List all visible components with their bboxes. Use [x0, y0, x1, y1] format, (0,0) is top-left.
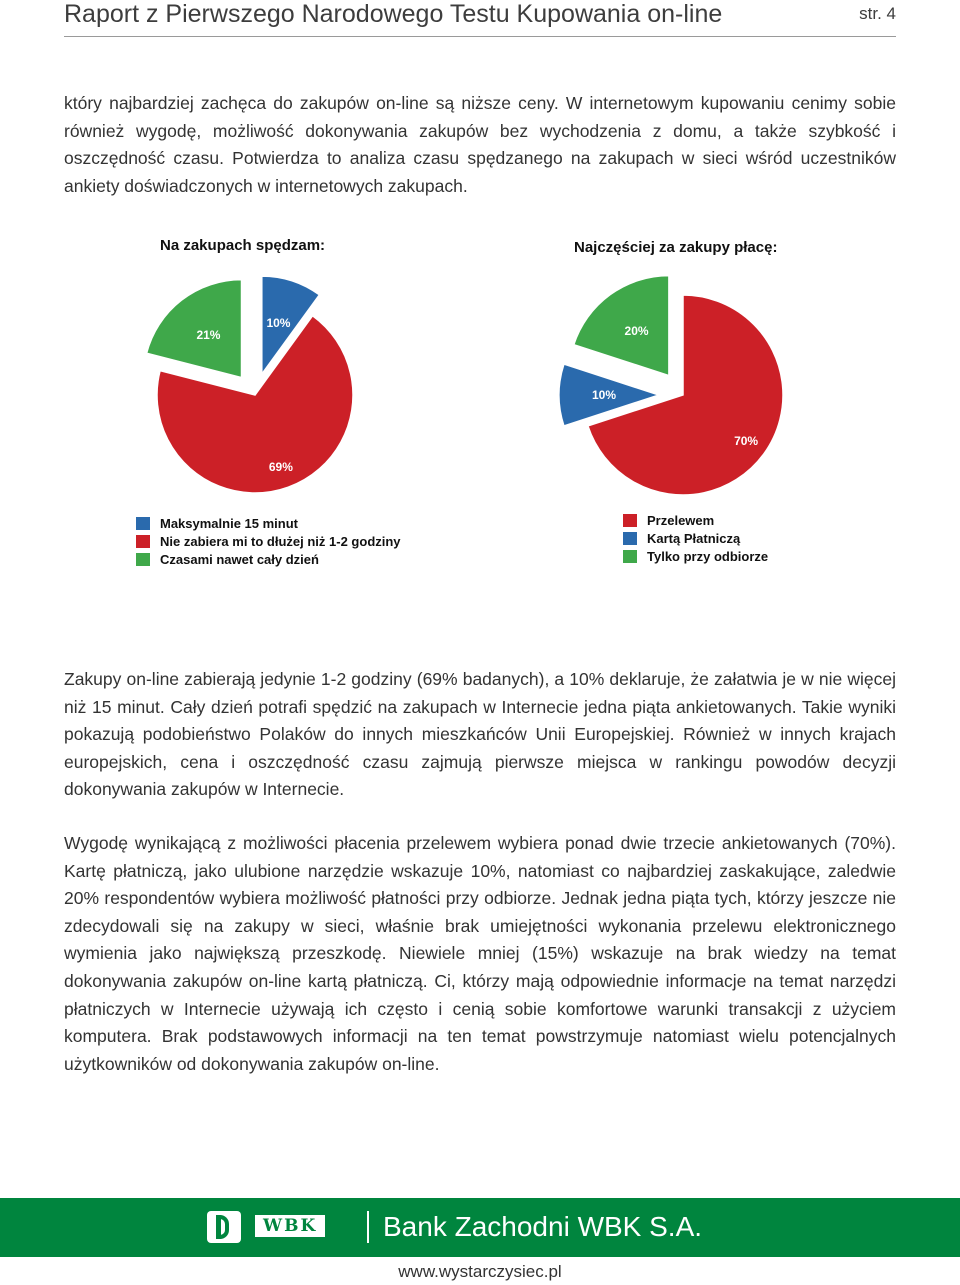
legend-swatch [136, 553, 150, 566]
chart-title-time-spent: Na zakupach spędzam: [160, 237, 326, 254]
chart-time-spent [136, 237, 401, 567]
legend-swatch [623, 532, 637, 545]
bank-logo-icon [207, 1211, 241, 1243]
pie-time-spent [147, 276, 353, 493]
slice-value-label: 10% [266, 315, 291, 330]
document-title: Raport z Pierwszego Narodowego Testu Kupowania on-line [64, 0, 723, 28]
legend-swatch [623, 514, 637, 527]
pie-slice-tylko-przy-odbiorze [574, 276, 669, 376]
chart-title-payment-method: Najczęściej za zakupy płacę: [574, 239, 778, 256]
bank-name: Bank Zachodni WBK S.A. [383, 1211, 703, 1242]
legend-payment-method [623, 513, 768, 564]
legend-label: Maksymalnie 15 minut [160, 516, 298, 531]
legend-swatch [136, 517, 150, 530]
legend-time-spent [136, 516, 401, 567]
legend-label: Nie zabiera mi to dłużej niż 1-2 godziny [160, 534, 401, 549]
footer-bar [0, 1198, 960, 1257]
pie-payment-method [559, 276, 783, 495]
payment-analysis-paragraph: Wygodę wynikającą z możliwości płacenia przelewem wybiera ponad dwie trzecie ankietowanych (70%). Kartę płatniczą, jako ulubione narzędzie wskazuje 10%, natomiast co najbardziej zaskakujące, zaledwie 20% respondentów wybiera możliwość płatności przy odbiorze. Jednak jedna piąta tych, którzy jeszcze nie zdecydowali się na zakupy w sieci, właśnie brak umiejętności wykonania przelewu elektronicznego wymienia jako największą przeszkodę. Niewiele mniej (15%) wskazuje na brak wiedzy na temat dokonywania zakupów on-line kartą płatniczą. Ci, którzy mają odpowiednie informacje na temat narzędzi płatniczych w Internecie używają ich często i cenią sobie komfortowe warunki transakcji z użyciem komputera. Brak podstawowych informacji na ten temat powstrzymuje natomiast wielu potencjalnych użytkowników od dokonywania zakupów on-line. [64, 833, 896, 1074]
slice-value-label: 10% [591, 388, 617, 402]
pie-charts-figure [0, 220, 960, 590]
legend-label: Przelewem [647, 513, 715, 528]
slice-value-label: 69% [268, 459, 293, 474]
page-header [64, 0, 896, 37]
website-link[interactable]: www.wystarczysiec.pl [398, 1262, 562, 1281]
footer-divider [367, 1211, 369, 1243]
legend-label: Kartą Płatniczą [647, 531, 741, 546]
legend-swatch [136, 535, 150, 548]
intro-paragraph: który najbardziej zachęca do zakupów on-line są niższe ceny. W internetowym kupowaniu cenimy sobie również wygodę, możliwość dokonywania zakupów bez wychodzenia z domu, a także szybkość i oszczędność czasu. Potwierdza to analiza czasu spędzanego na zakupach w sieci wśród uczestników ankiety doświadczonych w internetowych zakupach. [64, 93, 896, 196]
wbk-wordmark: WBK [255, 1215, 325, 1237]
page-number: str. 4 [859, 4, 896, 23]
legend-label: Tylko przy odbiorze [647, 549, 769, 564]
slice-value-label: 21% [196, 328, 221, 343]
legend-swatch [623, 550, 637, 563]
time-analysis-paragraph: Zakupy on-line zabierają jedynie 1-2 godziny (69% badanych), a 10% deklaruje, że załatwia je w nie więcej niż 15 minut. Cały dzień potrafi spędzić na zakupach w Internecie jedna piąta ankietowanych. Takie wyniki pokazują podobieństwo Polaków do innych mieszkańców Unii Europejskiej. Również w innych krajach europejskich, cena i oszczędność czasu zajmują pierwsze miejsca w rankingu powodów decyzji dokonywania zakupów w Internecie. [64, 669, 896, 800]
slice-value-label: 70% [734, 433, 759, 448]
legend-label: Czasami nawet cały dzień [160, 552, 319, 567]
slice-value-label: 20% [624, 324, 649, 339]
chart-payment-method [559, 239, 783, 564]
pie-slice-czasami-nawet-caly-dzien [147, 280, 242, 378]
